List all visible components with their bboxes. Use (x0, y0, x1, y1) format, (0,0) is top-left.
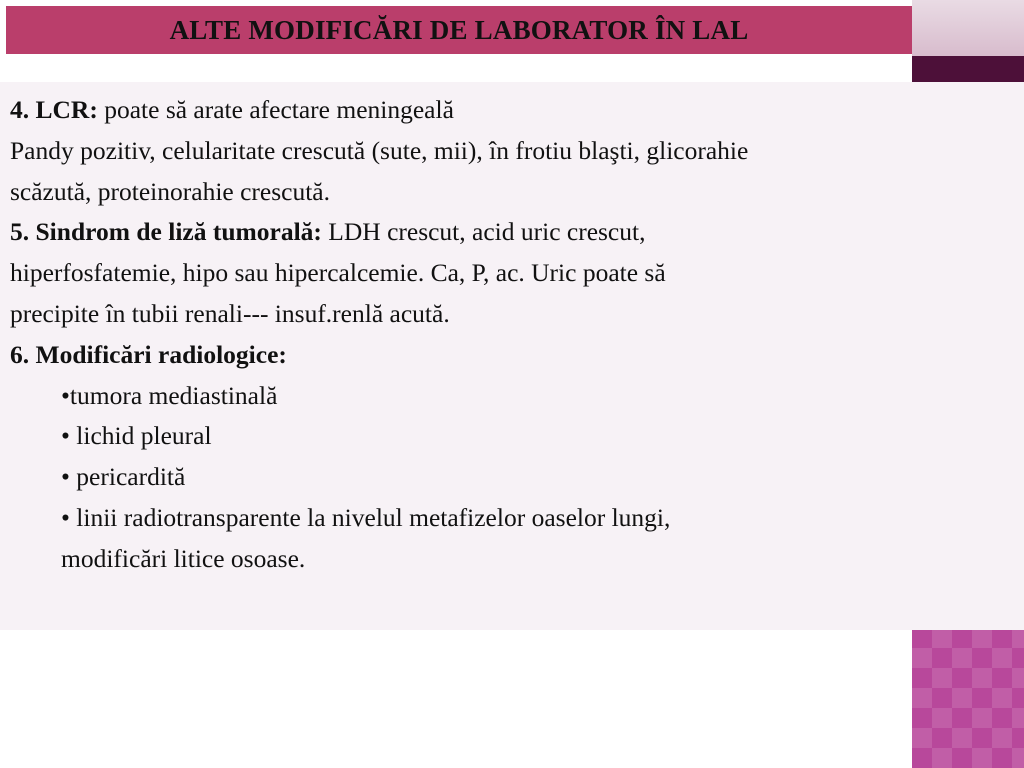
bullet-item-3: • pericardită (61, 462, 186, 492)
radio-heading: 6. Modificări radiologice: (10, 339, 287, 369)
lcr-line-3: scăzută, proteinorahie crescută. (10, 176, 330, 206)
side-strip-dark-band (912, 56, 1024, 82)
lcr-line-2: Pandy pozitiv, celularitate crescută (sute, mii), în frotiu blaşti, glicorahie (10, 135, 749, 165)
lcr-text: poate să arate afectare meningeală (97, 95, 454, 124)
side-strip-pattern (912, 628, 1024, 768)
liza-line-2: hiperfosfatemie, hipo sau hipercalcemie. Ca, P, ac. Uric poate să (10, 258, 666, 288)
radio-line (10, 335, 1010, 376)
title-bar (6, 6, 912, 54)
slide-title: ALTE MODIFICĂRI DE LABORATOR ÎN LAL (169, 14, 749, 45)
lcr-heading: 4. LCR: (10, 95, 98, 124)
liza-line-1 (10, 212, 1010, 253)
lcr-line-1 (10, 90, 1010, 131)
slide-content (10, 90, 1010, 580)
side-strip-top (912, 0, 1024, 56)
liza-text: LDH crescut, acid uric crescut, (321, 217, 646, 247)
bullet-item-2: • lichid pleural (61, 421, 212, 451)
liza-heading: 5. Sindrom de liză tumorală: (10, 217, 322, 247)
bullet-item-4: • linii radiotransparente la nivelul metafizelor oaselor lungi, (61, 502, 671, 532)
bullet-item-1: •tumora mediastinală (61, 380, 278, 410)
bullet-item-4-continued: modificări litice osoase. (61, 543, 306, 573)
liza-line-3: precipite în tubii renali--- insuf.renlă acută. (10, 298, 450, 328)
